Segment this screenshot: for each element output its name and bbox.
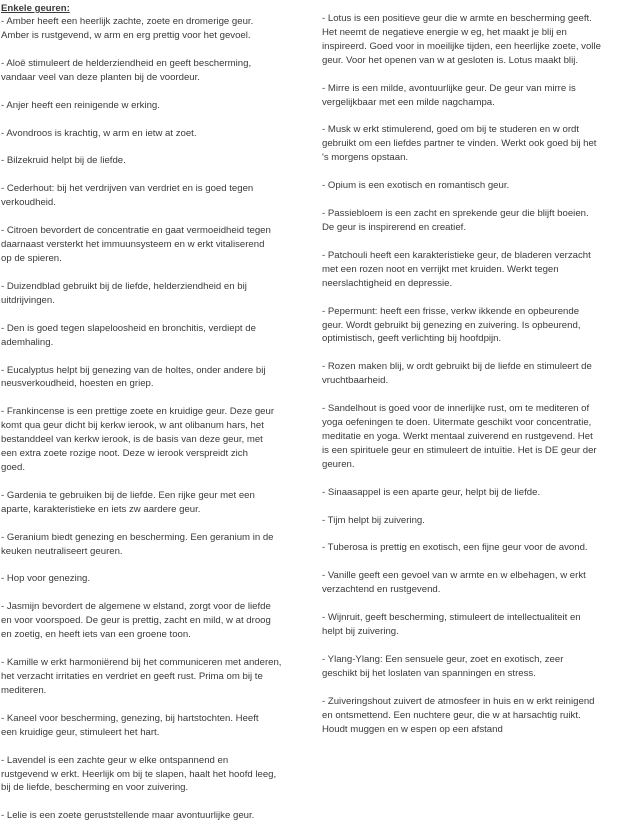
right-entry-list — [322, 12, 631, 737]
scent-entry: - Citroen bevordert de concentratie en gaat vermoeidheid tegen daarnaast versterkt het immuunsysteem en w erkt vitaliserend op de spieren. — [1, 225, 271, 264]
scent-entry: - Avondroos is krachtig, w arm en ietw at zoet. — [1, 127, 197, 139]
scent-entry: - Mirre is een milde, avontuurlijke geur. De geur van mirre is vergelijkbaar met een milde nagchampa. — [322, 82, 576, 108]
scent-entry: - Rozen maken blij, w ordt gebruikt bij de liefde en stimuleert de vruchtbaarheid. — [322, 361, 592, 387]
right-column — [322, 2, 631, 751]
scent-entry: - Lelie is een zoete geruststellende maar avontuurlijke geur. — [1, 810, 255, 822]
scent-entry: - Patchouli heeft een karakteristieke geur, de bladeren verzacht met een rozen noot en verrijkt met kruiden. Werkt tegen neerslachtigheid en depressie. — [322, 249, 591, 289]
scent-entry: - Jasmijn bevordert de algemene w elstand, zorgt voor de liefde en voor voorspoed. De geur is prettig, zacht en mild, w at droog en zoetig, en heeft iets van een groene toon. — [1, 601, 271, 641]
scent-entry: - Hop voor genezing. — [1, 573, 91, 585]
left-column — [1, 2, 313, 837]
scent-entry: - Lotus is een positieve geur die w armte en bescherming geeft. Het neemt de negatieve energie w eg, het maakt je blij en inspireerd. Goed voor in moeilijke tijden, een heerlijke zoete, volle geur. Voor het openen van w at gesloten is. Lotus maakt blij. — [322, 13, 601, 66]
scent-entry: - Amber heeft een heerlijk zachte, zoete en dromerige geur. Amber is rustgevend, w arm en erg prettig voor het gevoel. — [1, 16, 254, 41]
scent-entry: - Zuiveringshout zuivert de atmosfeer in huis en w erkt reinigend en ontsmettend. Een nuchtere geur, die w at harsachtig ruikt. Houdt muggen en w espen op een afstand — [322, 695, 595, 735]
scent-entry: - Tijm helpt bij zuivering. — [322, 514, 425, 526]
scent-entry: - Wijnruit, geeft bescherming, stimuleert de intellectualiteit en helpt bij zuivering. — [322, 612, 581, 638]
scent-entry: - Kaneel voor bescherming, genezing, bij hartstochten. Heeft een kruidige geur, stimuleert het hart. — [1, 712, 259, 738]
scent-entry: - Geranium biedt genezing en bescherming. Een geranium in de keuken neutraliseert geuren. — [1, 531, 274, 557]
scent-entry: - Lavendel is een zachte geur w elke ontspannend en rustgevend w erkt. Heerlijk om bij te slapen, haalt het hoofd leeg, bij de liefde, bescherming en voor zuivering. — [1, 754, 277, 794]
scent-entry: - Cederhout: bij het verdrijven van verdriet en is goed tegen verkoudheid. — [1, 183, 254, 209]
scent-entry: - Den is goed tegen slapeloosheid en bronchitis, verdiept de ademhaling. — [1, 322, 256, 348]
scent-entry: - Pepermunt: heeft een frisse, verkw ikkende en opbeurende geur. Wordt gebruikt bij genezing en zuivering. Is opbeurend, optimistisch, geeft verlichting bij hoofdpijn. — [322, 305, 581, 345]
scent-entry: - Passiebloem is een zacht en sprekende geur die blijft boeien. De geur is inspirerend en creatief. — [322, 208, 589, 233]
scent-entry: - Aloë stimuleert de helderziendheid en geeft bescherming, vandaar veel van deze planten bij de voordeur. — [1, 57, 252, 83]
document-heading: Enkele geuren: — [1, 3, 70, 14]
left-entry-list — [1, 15, 313, 823]
scent-entry: - Vanille geeft een gevoel van w armte en w elbehagen, w erkt verzachtend en rustgevend. — [322, 570, 586, 596]
scent-entry: - Anjer heeft een reinigende w erking. — [1, 99, 160, 111]
scent-entry: - Opium is een exotisch en romantisch geur. — [322, 180, 510, 192]
scent-entry: - Ylang-Ylang: Een sensuele geur, zoet en exotisch, zeer geschikt bij het loslaten van spanningen en stress. — [322, 654, 564, 679]
scent-entry: - Sinaasappel is een aparte geur, helpt bij de liefde. — [322, 486, 541, 498]
scent-entry: - Bilzekruid helpt bij de liefde. — [1, 155, 126, 167]
scent-entry: - Eucalyptus helpt bij genezing van de holtes, onder andere bij neusverkoudheid, hoesten en griep. — [1, 364, 266, 390]
scent-entry: - Tuberosa is prettig en exotisch, een fijne geur voor de avond. — [322, 542, 588, 554]
scent-entry: - Gardenia te gebruiken bij de liefde. Een rijke geur met een aparte, karakteristieke en iets zw aardere geur. — [1, 489, 255, 515]
scent-entry: - Musk w erkt stimulerend, goed om bij te studeren en w ordt gebruikt om een liefdes partner te vinden. Werkt ook goed bij het 's morgens opstaan. — [322, 124, 597, 164]
scent-entry: - Duizendblad gebruikt bij de liefde, helderziendheid en bij uitdrijvingen. — [1, 280, 247, 306]
scent-entry: - Kamille w erkt harmoniërend bij het communiceren met anderen, het verzacht irritaties en verdriet en geeft rust. Prima om bij te mediteren. — [1, 657, 282, 696]
scent-entry: - Frankincense is een prettige zoete en kruidige geur. Deze geur komt qua geur dicht bij kerkw ierook, w ant olibanum hars, het bestanddeel van kerkw ierook, is de basis van deze geur, met een extra zoete rozige noot. Deze w ierook verspreidt zich goed. — [1, 406, 275, 473]
scent-entry: - Sandelhout is goed voor de innerlijke rust, om te mediteren of yoga oefeningen te doen. Uitermate geschikt voor concentratie, meditatie en yoga. Werkt mentaal zuiverend en rustgevend. Het is een spirituele geur en stimuleert de intuïtie. Het is DE geur der geuren. — [322, 403, 597, 470]
